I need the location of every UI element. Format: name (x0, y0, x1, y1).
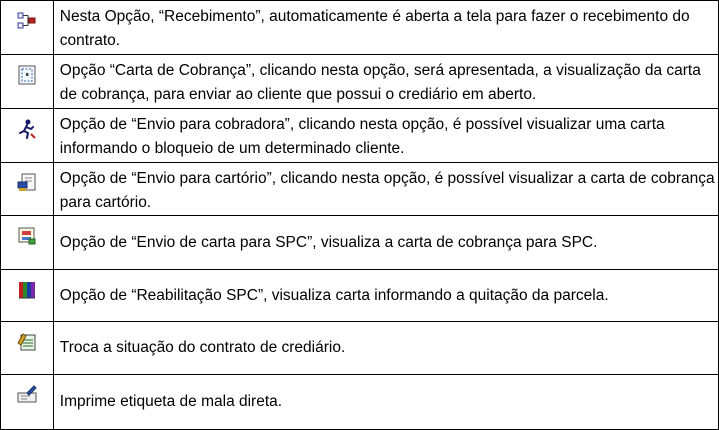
list-item: Opção de “Envio para cartório”, clicando nesta opção, é possível visualizar a carta de cobrança para cartório. (53, 163, 718, 216)
table-row (1, 55, 719, 109)
table-row (1, 270, 719, 322)
table-row (1, 216, 719, 270)
notary-document-icon[interactable] (15, 172, 39, 194)
list-item: Troca a situação do contrato de crediário. (53, 322, 718, 375)
tree-structure-icon[interactable] (15, 10, 39, 32)
table-row (1, 375, 719, 430)
list-item: Opção de “Reabilitação SPC”, visualiza carta informando a quitação da parcela. (53, 270, 718, 322)
running-person-icon[interactable] (15, 118, 39, 140)
table-row (1, 109, 719, 163)
mail-label-icon[interactable] (15, 384, 39, 406)
contract-status-icon[interactable] (15, 331, 39, 353)
document-frame-icon[interactable] (15, 64, 39, 86)
table-row (1, 322, 719, 375)
list-item: Imprime etiqueta de mala direta. (53, 375, 718, 430)
list-item: Opção de “Envio para cobradora”, clicando nesta opção, é possível visualizar uma carta informando o bloqueio de um determinado cliente. (53, 109, 718, 163)
table-row (1, 1, 719, 55)
list-item: Nesta Opção, “Recebimento”, automaticamente é aberta a tela para fazer o recebimento do contrato. (53, 1, 718, 55)
table-row (1, 163, 719, 216)
list-item: Opção “Carta de Cobrança”, clicando nesta opção, será apresentada, a visualização da carta de cobrança, para enviar ao cliente que possui o crediário em aberto. (53, 55, 718, 109)
spc-letter-icon[interactable] (15, 225, 39, 247)
rehabilitation-books-icon[interactable] (15, 279, 39, 301)
list-item: Opção de “Envio de carta para SPC”, visualiza a carta de cobrança para SPC. (53, 216, 718, 270)
